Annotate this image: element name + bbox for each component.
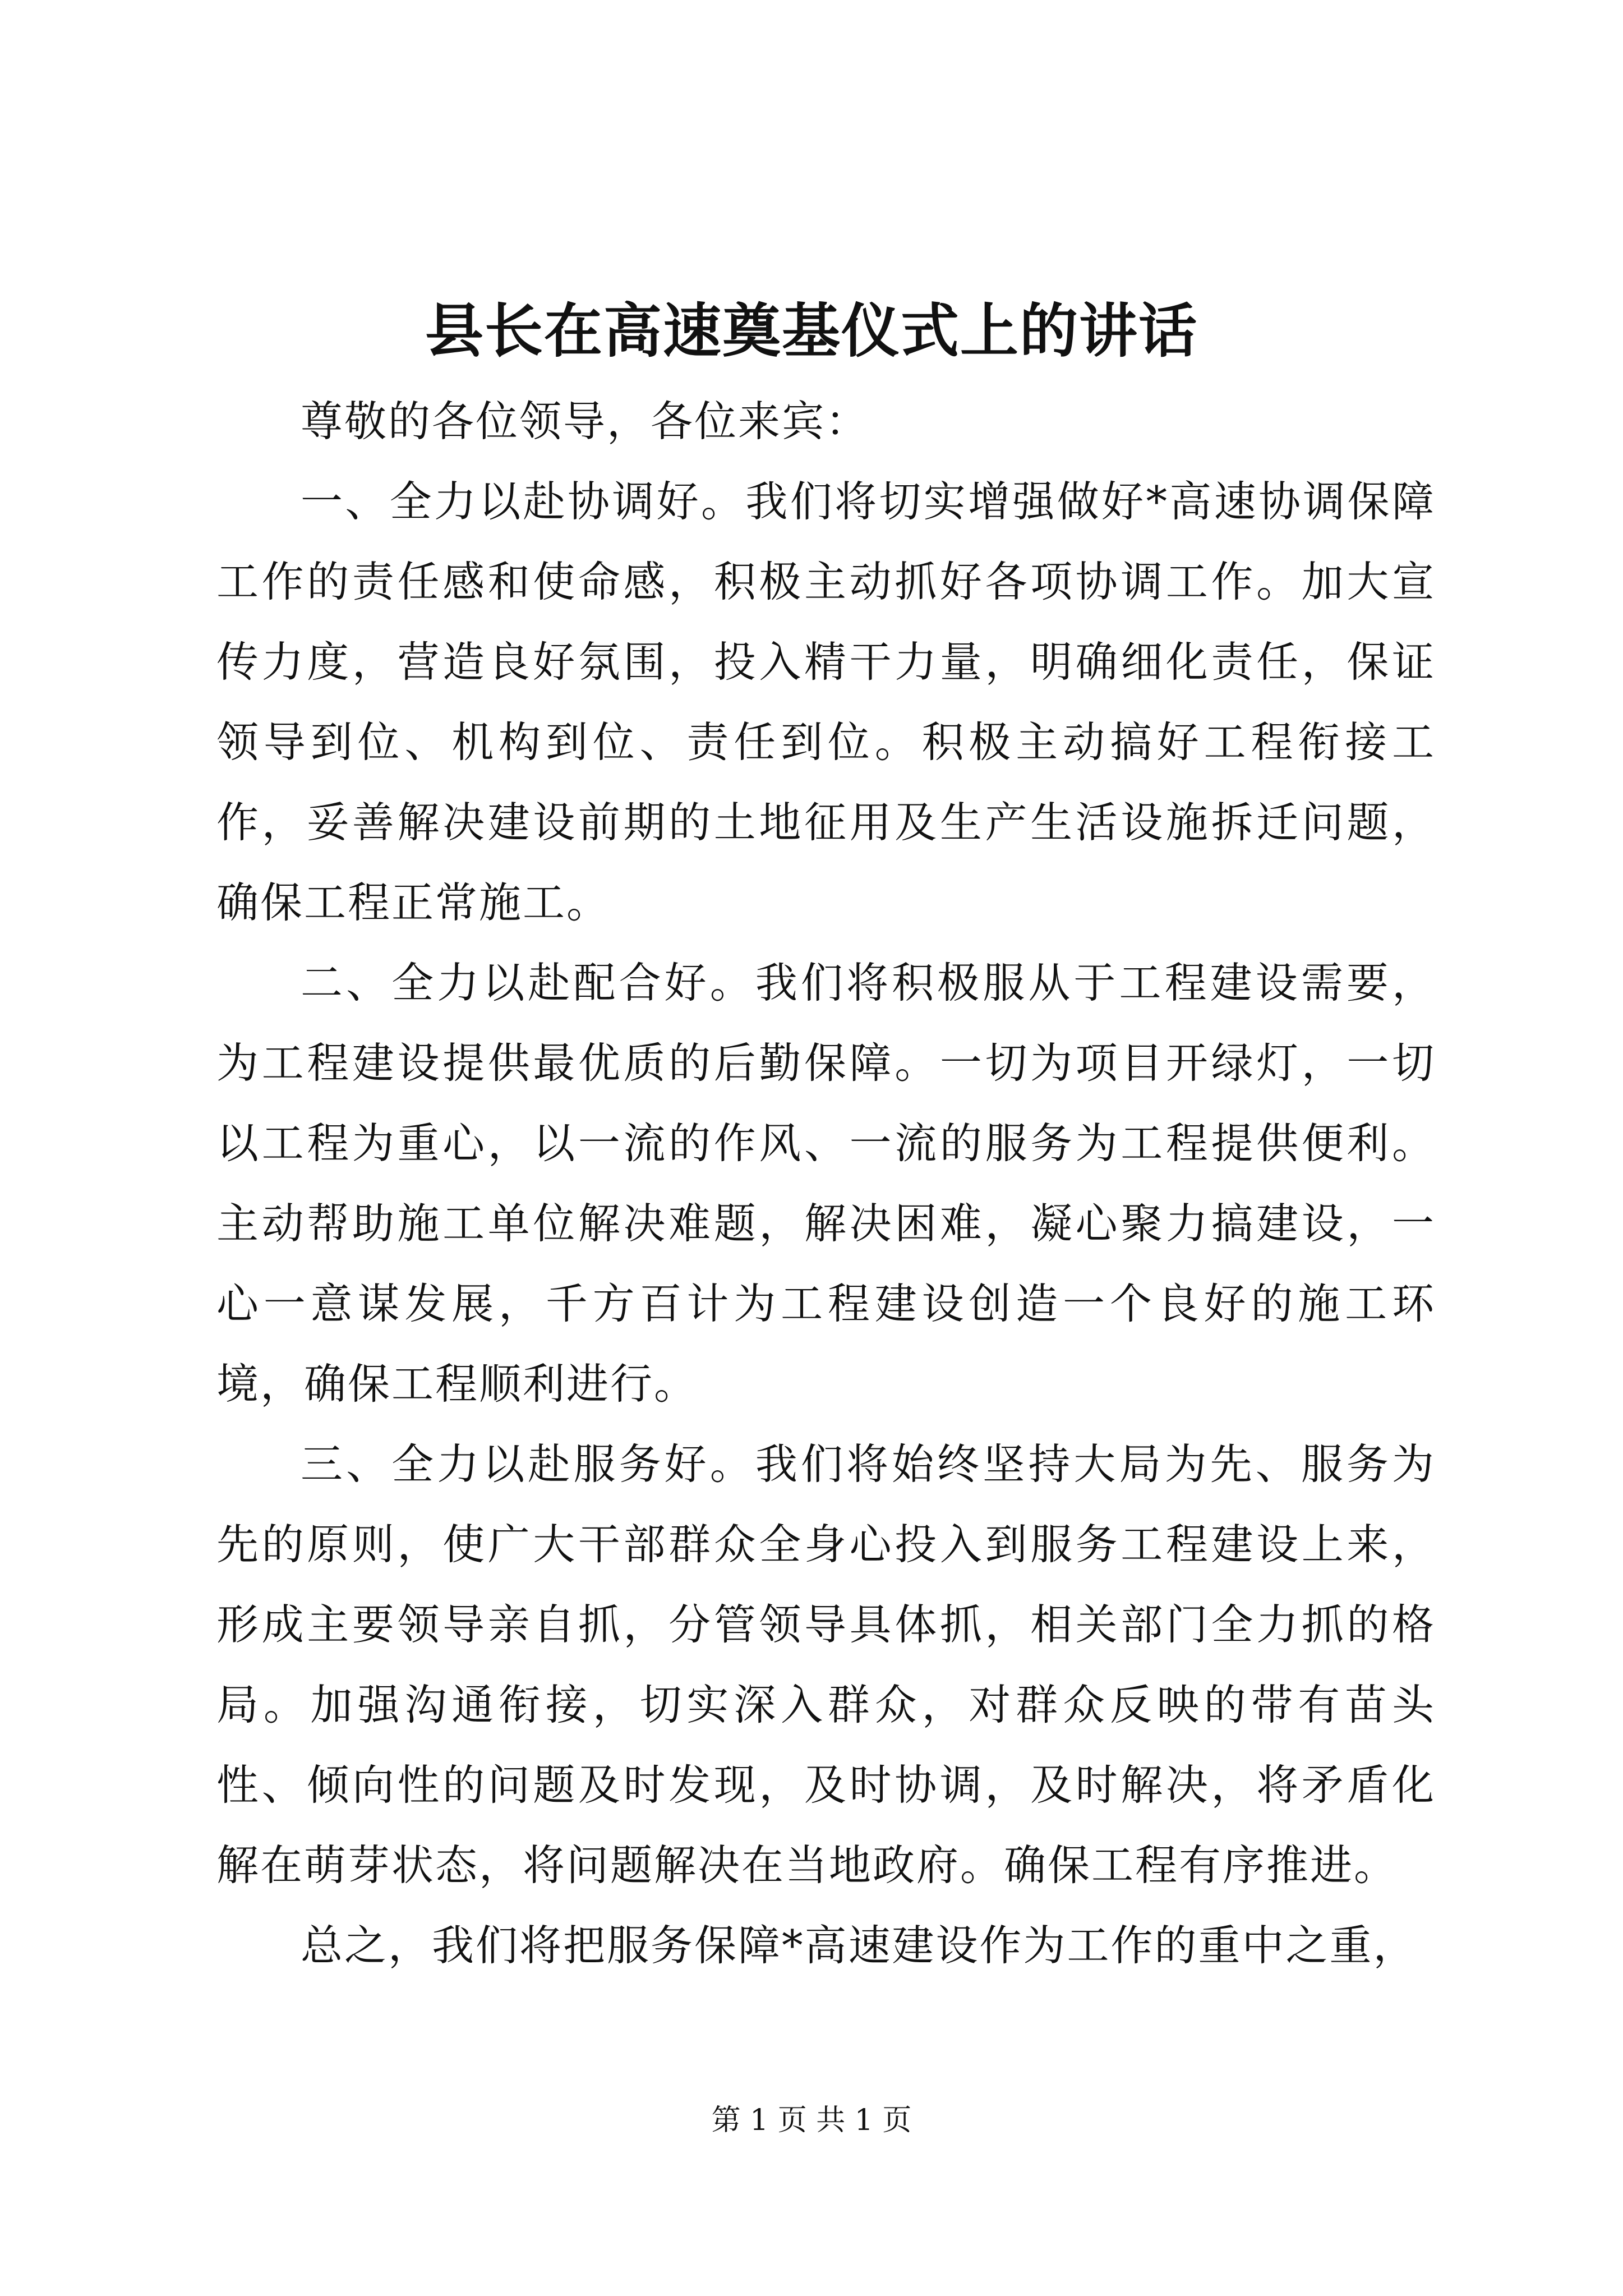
document-title: 县长在高速奠基仪式上的讲话 bbox=[425, 296, 1198, 365]
paragraph-conclusion: 总之，我们将把服务保障*高速建设作为工作的重中之重， bbox=[301, 1921, 1417, 1970]
paragraph-coordination: 一、全力以赴协调好。我们将切实增强做好*高速协调保障工作的责任感和使命感，积极主动抓好各项协调工作。加大宣传力度，营造良好氛围，投入精干力量，明确细化责任，保证领导到位、机构到位、责任到位。积极主动搞好工程衔接工作，妥善解决建设前期的土地征用及生产生活设施拆迁问题，确保工程正常施工。 bbox=[216, 477, 1436, 927]
paragraph-service: 三、全力以赴服务好。我们将始终坚持大局为先、服务为先的原则，使广大干部群众全身心投入到服务工程建设上来，形成主要领导亲自抓，分管领导具体抓，相关部门全力抓的格局。加强沟通衔接，切实深入群众，对群众反映的带有苗头性、倾向性的问题及时发现，及时协调，及时解决，将矛盾化解在萌芽状态，将问题解决在当地政府。确保工程有序推进。 bbox=[216, 1439, 1436, 1890]
document-body bbox=[216, 381, 1436, 1986]
page-number-footer: 第 1 页 共 1 页 bbox=[711, 2104, 912, 2137]
paragraph-cooperation: 二、全力以赴配合好。我们将积极服从于工程建设需要，为工程建设提供最优质的后勤保障。一切为项目开绿灯，一切以工程为重心，以一流的作风、一流的服务为工程提供便利。主动帮助施工单位解决难题，解决困难，凝心聚力搞建设，一心一意谋发展，千方百计为工程建设创造一个良好的施工环境，确保工程顺利进行。 bbox=[216, 958, 1436, 1409]
salutation-paragraph: 尊敬的各位领导，各位来宾： bbox=[301, 397, 870, 446]
